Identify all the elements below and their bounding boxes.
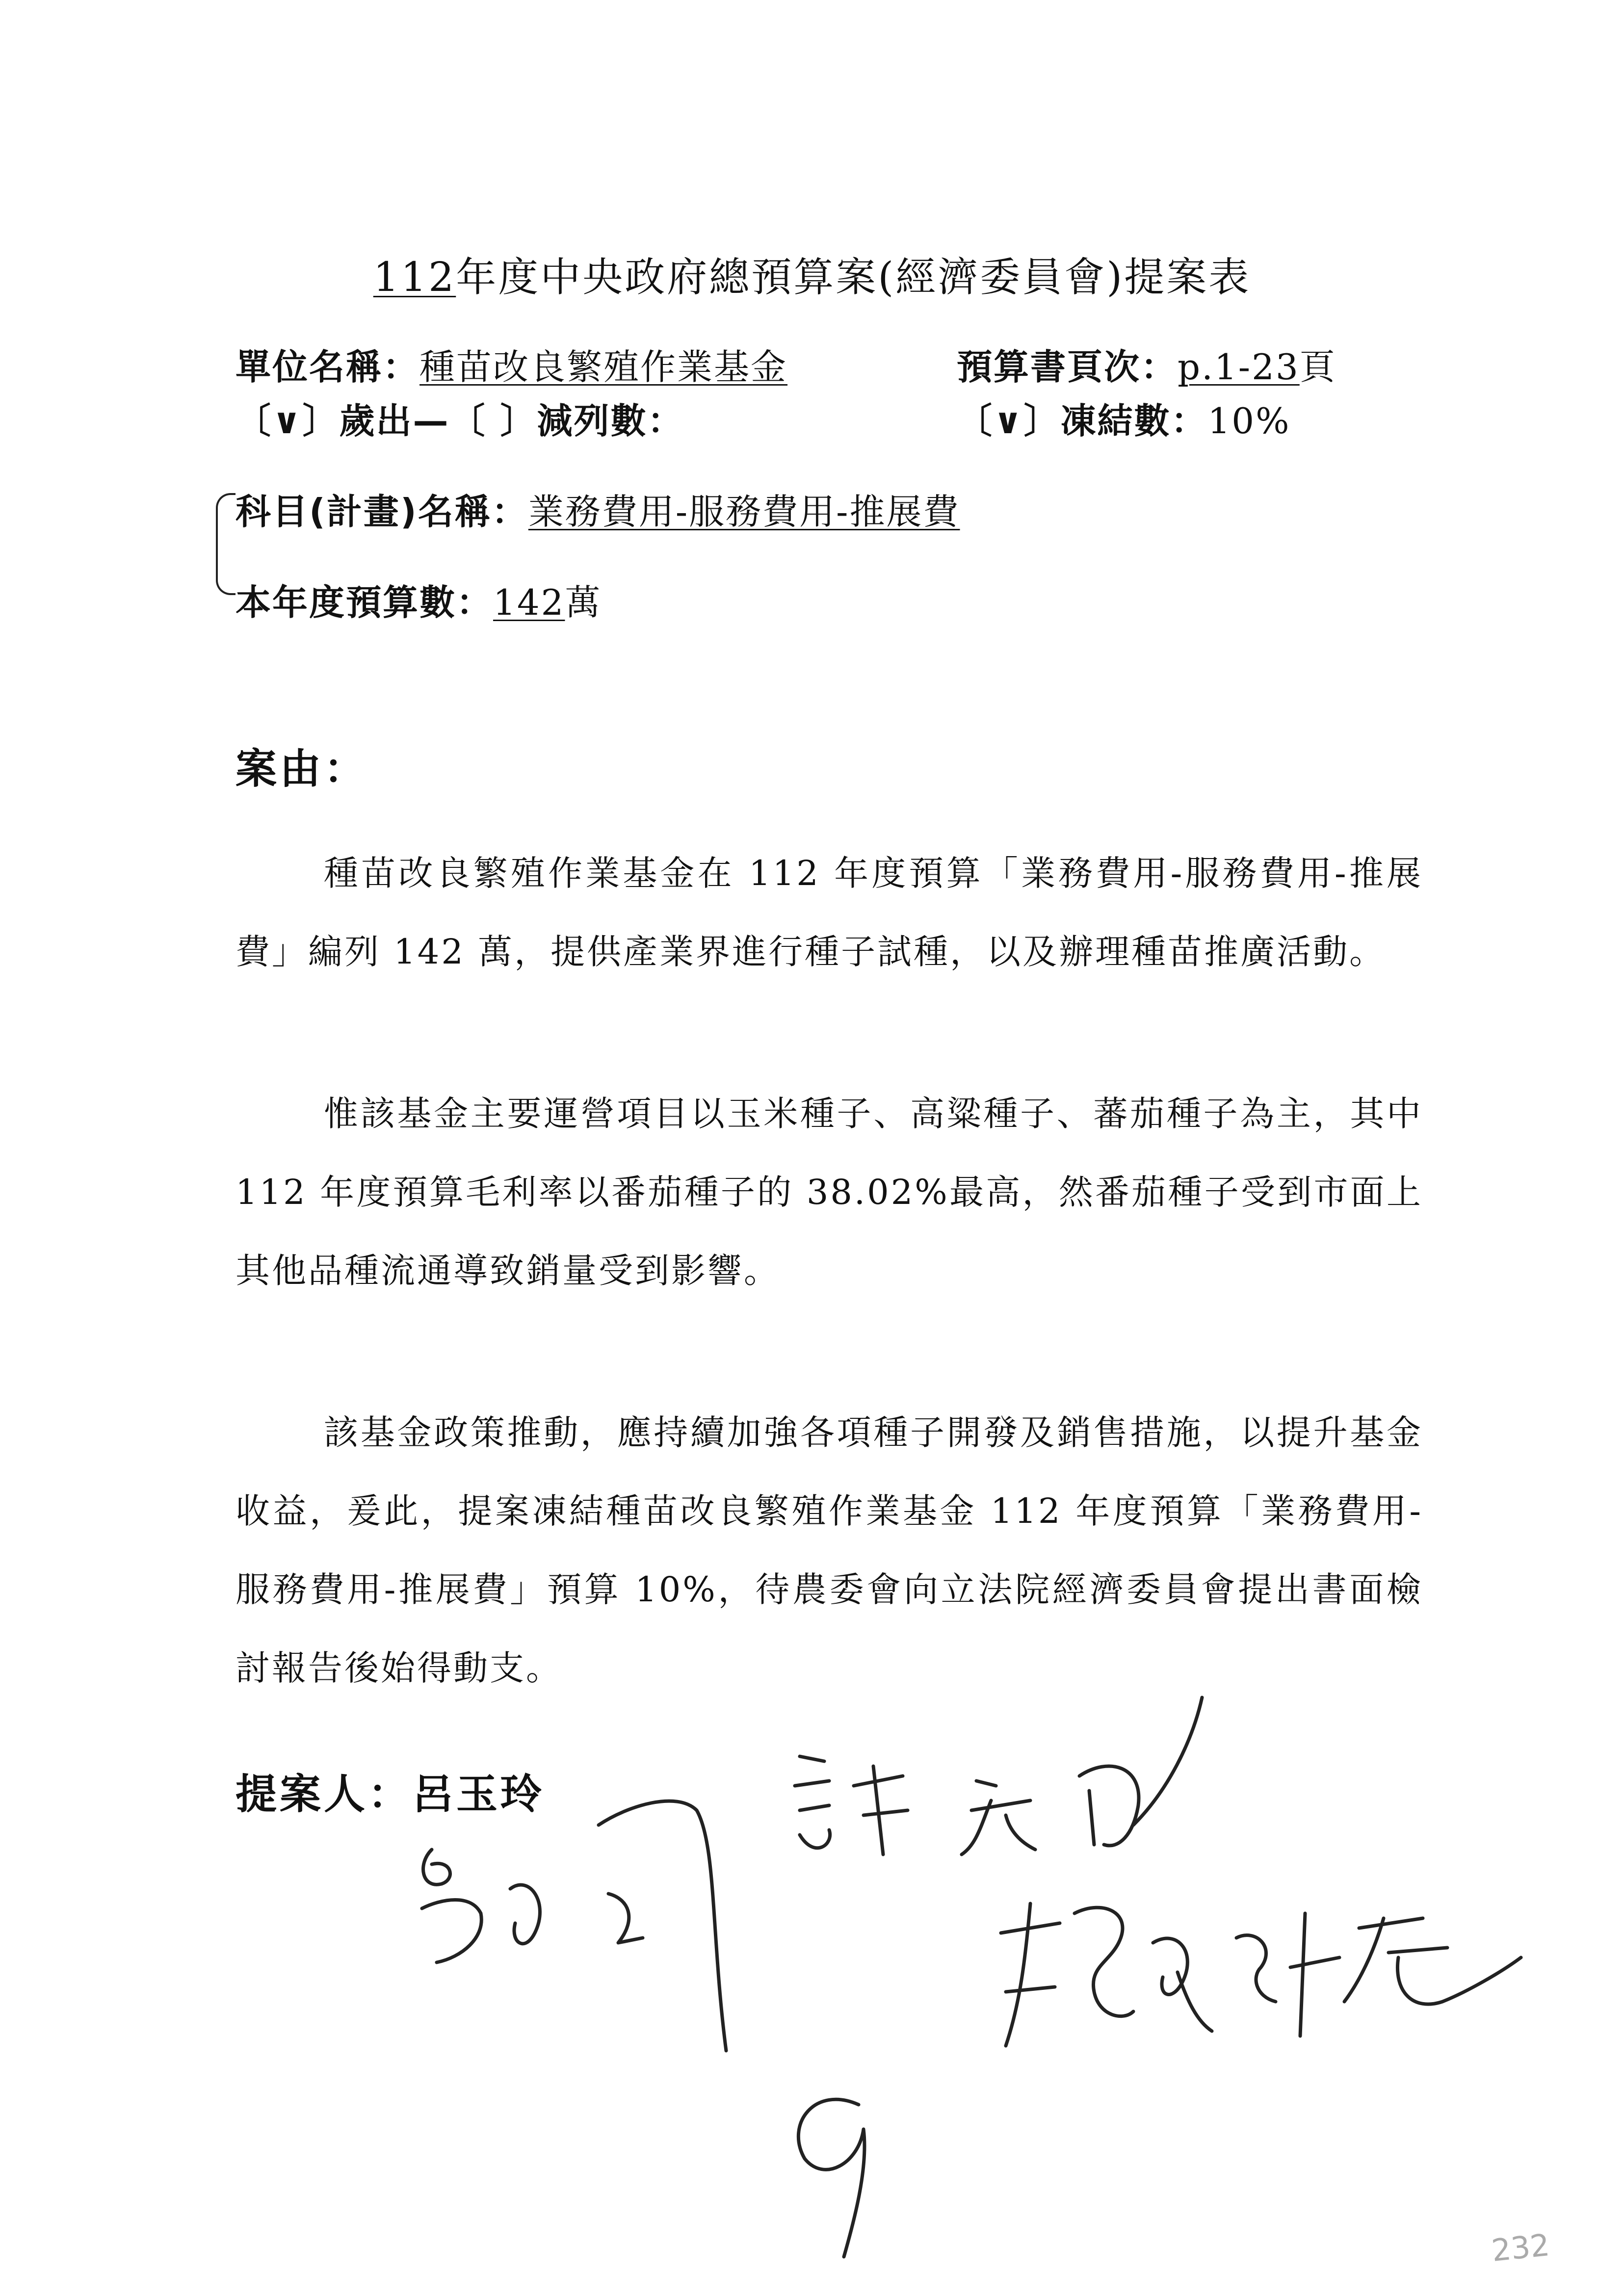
freeze-value: 10% xyxy=(1207,400,1291,442)
title-text: 年度中央政府總預算案(經濟委員會)提案表 xyxy=(456,254,1251,301)
budget-label: 本年度預算數： xyxy=(236,582,494,623)
reason-heading: 案由： xyxy=(236,745,368,793)
signature-hsieh xyxy=(795,1697,1202,1854)
subject-value: 業務費用-服務費用-推展費 xyxy=(528,491,960,532)
signature-yang xyxy=(1001,1904,1521,2046)
budget-value: 142 xyxy=(493,582,565,623)
freeze-label: 〔∨〕凍結數： xyxy=(957,400,1208,442)
title-year: 112 xyxy=(373,254,456,301)
paragraph-2: 惟該基金主要運營項目以玉米種子、高粱種子、蕃茄種子為主，其中 112 年度預算毛利率以番茄種子的 38.02%最高，然番茄種子受到市面上其他品種流通導致銷量受到影響。 xyxy=(236,1094,1423,1291)
paragraph-3: 該基金政策推動，應持續加強各項種子開發及銷售措施，以提升基金收益，爰此，提案凍結種苗改良繁殖作業基金 112 年度預算「業務費用-服務費用-推展費」預算 10%，待農委會向立法院經濟委員會提出書面檢討報告後始得動支。 xyxy=(236,1412,1423,1688)
unit-value: 種苗改良繁殖作業基金 xyxy=(419,346,788,388)
signature-lu xyxy=(422,1801,726,2051)
unit-label: 單位名稱： xyxy=(236,346,420,388)
page-ref-value: p.1-23 xyxy=(1178,346,1300,388)
handwritten-number-9 xyxy=(798,2099,864,2257)
expense-line: 〔∨〕歲出—〔 〕減列數： xyxy=(236,400,684,442)
paragraph-1: 種苗改良繁殖作業基金在 112 年度預算「業務費用-服務費用-推展費」編列 142 萬，提供產業界進行種子試種，以及辦理種苗推廣活動。 xyxy=(236,853,1423,972)
subject-label: 科目(計畫)名稱： xyxy=(236,491,528,532)
page-ref-suffix: 頁 xyxy=(1299,346,1336,388)
budget-unit: 萬 xyxy=(565,582,602,623)
page-number: 232 xyxy=(1490,2227,1551,2269)
proposer-label: 提案人： xyxy=(236,1770,413,1818)
page-ref-label: 預算書頁次： xyxy=(957,346,1178,388)
proposer-name: 呂玉玲 xyxy=(412,1770,545,1818)
